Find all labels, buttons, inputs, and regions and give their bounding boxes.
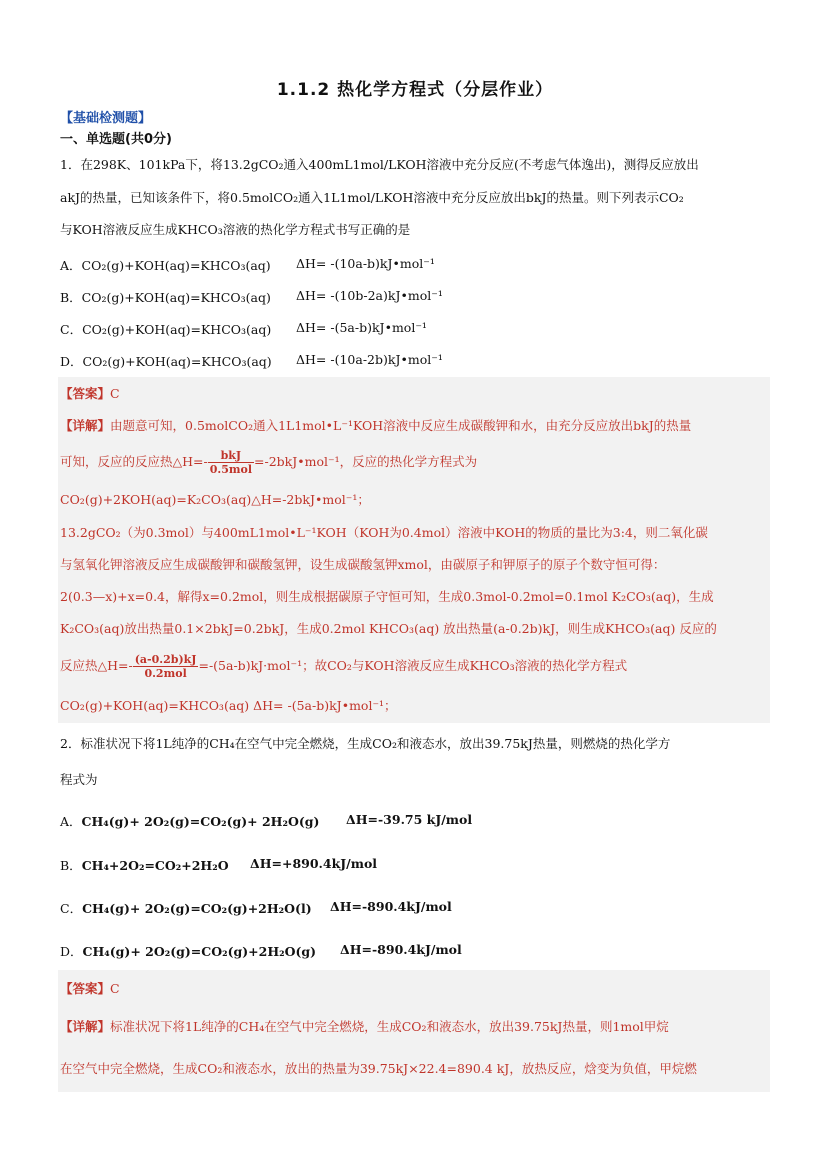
option-enthalpy: ΔH=-890.4kJ/mol (330, 899, 452, 914)
option-label: A． (60, 814, 82, 829)
q2-answer (60, 980, 120, 998)
page-title: 1.1.2 热化学方程式（分层作业） (276, 80, 554, 100)
q1-detail-line: 2(0.3—x)+x=0.4，解得x=0.2mol，则生成根据碳原子守恒可知，生成0.3mol-0.2mol=0.1mol K₂CO₃(aq)，生成 (60, 589, 714, 604)
q1-option-b (60, 288, 443, 306)
answer-value: C (110, 981, 120, 996)
q1-detail-line: 与氢氧化钾溶液反应生成碳酸钾和碳酸氢钾，设生成碳酸氢钾xmol，由碳原子和钾原子的原子个数守恒可得： (60, 557, 666, 572)
option-label: B． (60, 858, 82, 873)
option-equation: CH₄(g)+ 2O₂(g)=CO₂(g)+2H₂O(g) (82, 944, 317, 959)
option-enthalpy: ΔH=-890.4kJ/mol (340, 942, 462, 957)
option-enthalpy: ΔH=+890.4kJ/mol (250, 856, 378, 871)
q2-answer-box (58, 970, 770, 1092)
fraction-a-0-2b: $\frac{(a-0.2b)kJ}{\text{0.2mol}}$ (134, 653, 197, 680)
answer-label: 【答案】 (60, 386, 111, 401)
q1-stem-line: akJ的热量，已知该条件下，将0.5molCO₂通入1L1mol/LKOH溶液中充分反应放出bkJ的热量。则下列表示CO₂ (60, 190, 684, 205)
q1-stem-line: 1．在298K、101kPa下，将13.2gCO₂通入400mL1mol/LKOH溶液中充分反应(不考虑气体逸出)，测得反应放出 (60, 157, 699, 172)
q1-answer-box (58, 377, 770, 723)
q2-stem-line: 2．标准状况下将1L纯净的CH₄在空气中完全燃烧，生成CO₂和液态水，放出39.75kJ热量，则燃烧的热化学方 (60, 736, 671, 751)
q2-detail-line: 【详解】标准状况下将1L纯净的CH₄在空气中完全燃烧，生成CO₂和液态水，放出39.75kJ热量，则1mol甲烷 (60, 1019, 669, 1034)
option-equation: A．CO₂(g)+KOH(aq)=KHCO₃(aq) (60, 258, 271, 273)
option-equation: CH₄+2O₂=CO₂+2H₂O (81, 858, 229, 873)
q1-detail-line: CO₂(g)+KOH(aq)=KHCO₃(aq) ΔH= -(5a-b)kJ•mol⁻¹； (60, 698, 397, 713)
q2-option-b (60, 856, 378, 874)
answer-value: C (110, 386, 120, 401)
q1-option-d (60, 352, 443, 370)
q1-answer (60, 385, 120, 403)
detail-label: 【详解】 (60, 1019, 111, 1034)
q2-detail-line: 在空气中完全燃烧，生成CO₂和液态水，放出的热量为39.75kJ×22.4=890.4 kJ，放热反应，焓变为负值，甲烷燃 (60, 1061, 697, 1076)
option-enthalpy: ΔH= -(10a-2b)kJ•mol⁻¹ (296, 352, 443, 367)
option-equation: CH₄(g)+ 2O₂(g)=CO₂(g)+ 2H₂O(g) (81, 814, 320, 829)
q2-option-d (60, 942, 462, 960)
q1-detail-line: K₂CO₃(aq)放出热量0.1×2bkJ=0.2bkJ，生成0.2mol KHCO₃(aq) 放出热量(a-0.2b)kJ，则生成KHCO₃(aq) 反应的 (60, 621, 717, 636)
option-equation: C．CO₂(g)+KOH(aq)=KHCO₃(aq) (60, 322, 272, 337)
option-enthalpy: ΔH= -(5a-b)kJ•mol⁻¹ (296, 320, 427, 335)
option-enthalpy: ΔH=-39.75 kJ/mol (346, 812, 473, 827)
q1-option-c (60, 320, 427, 338)
q1-detail-line: 可知，反应的反应热△H=- $\frac{\text{bkJ}}{\text{0.5mol}}$ =-2bkJ•mol⁻¹，反应的热化学方程式为 (60, 449, 478, 476)
option-equation: D．CO₂(g)+KOH(aq)=KHCO₃(aq) (60, 354, 272, 369)
option-label: C． (60, 901, 83, 916)
q1-detail-line: 反应热△H=- $\frac{(a-0.2b)kJ}{\text{0.2mol}}$ =-(5a-b)kJ·mol⁻¹；故CO₂与KOH溶液反应生成KHCO₃溶液的热化学方程式 (60, 653, 628, 680)
q1-detail-line: CO₂(g)+2KOH(aq)=K₂CO₃(aq)△H=-2bkJ•mol⁻¹； (60, 492, 370, 507)
q1-detail-line: 13.2gCO₂（为0.3mol）与400mL1mol•L⁻¹KOH（KOH为0.4mol）溶液中KOH的物质的量比为3:4，则二氧化碳 (60, 525, 708, 540)
option-enthalpy: ΔH= -(10b-2a)kJ•mol⁻¹ (296, 288, 443, 303)
q2-option-c (60, 899, 452, 917)
q1-option-a (60, 256, 435, 274)
section-heading: 一、单选题(共0分) (60, 132, 172, 147)
q2-option-a (60, 812, 473, 830)
detail-label: 【详解】 (60, 418, 111, 433)
option-enthalpy: ΔH= -(10a-b)kJ•mol⁻¹ (296, 256, 435, 271)
q1-stem-line: 与KOH溶液反应生成KHCO₃溶液的热化学方程式书写正确的是 (60, 222, 411, 237)
answer-label: 【答案】 (60, 981, 111, 996)
section-tag: 【基础检测题】 (60, 111, 152, 126)
q1-detail-line: 【详解】由题意可知，0.5molCO₂通入1L1mol•L⁻¹KOH溶液中反应生成碳酸钾和水，由充分反应放出bkJ的热量 (60, 418, 692, 433)
option-label: D． (60, 944, 83, 959)
q2-stem-line: 程式为 (60, 772, 98, 787)
fraction-bkj: $\frac{\text{bkJ}}{\text{0.5mol}}$ (209, 449, 253, 476)
option-equation: B．CO₂(g)+KOH(aq)=KHCO₃(aq) (60, 290, 271, 305)
option-equation: CH₄(g)+ 2O₂(g)=CO₂(g)+2H₂O(l) (82, 901, 312, 916)
